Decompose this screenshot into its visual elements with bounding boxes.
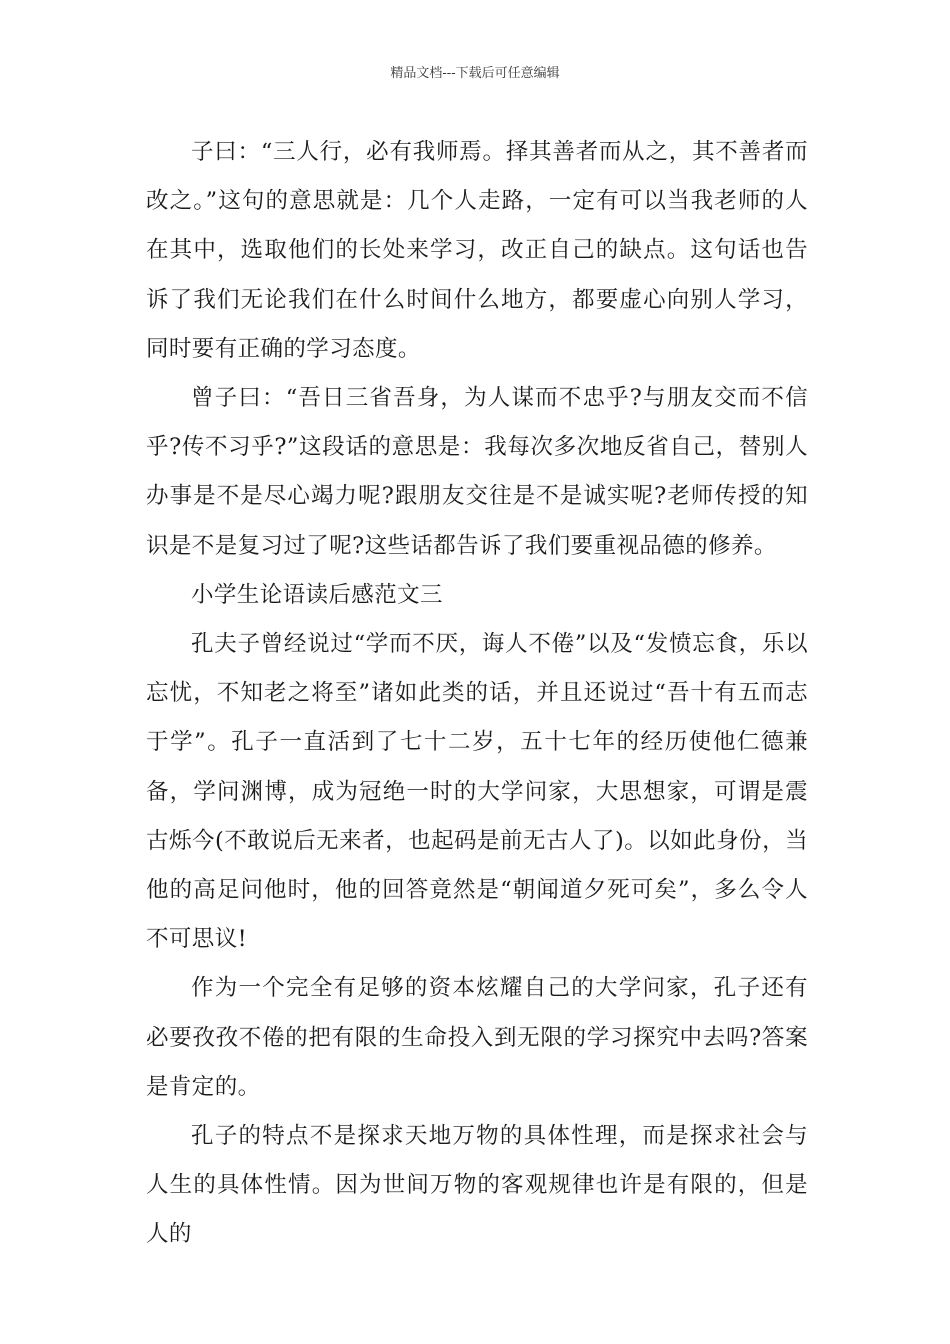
page-header: 精品文档---下载后可任意编辑 xyxy=(390,66,560,81)
paragraph-zengzi-self-reflection: 曾子曰：“吾日三省吾身，为人谋而不忠乎?与朋友交而不信乎?传不习乎?”这段话的意思是：我每次多次地反省自己，替别人办事是不是尽心竭力呢?跟朋友交往是不是诚实呢?老师传授的知识是不是复习过了呢?这些话都告诉了我们要重视品德的修养。 xyxy=(146,385,808,559)
document-body xyxy=(146,128,808,1260)
paragraph-confucius-traits: 孔子的特点不是探求天地万物的具体性理，而是探求社会与人生的具体性情。因为世间万物的客观规律也许是有限的，但是人的 xyxy=(146,1123,808,1248)
section-heading: 小学生论语读后感范文三 xyxy=(191,581,443,608)
paragraph-confucius-learning: 孔夫子曾经说过“学而不厌，诲人不倦”以及“发愤忘食，乐以忘忧，不知老之将至”诸如此类的话，并且还说过“吾十有五而志于学”。孔子一直活到了七十二岁，五十七年的经历使他仁德兼备，学问渊博，成为冠绝一时的大学问家，大思想家，可谓是震古烁今(不敢说后无来者，也起码是前无古人了)。以如此身份，当他的高足问他时，他的回答竟然是“朝闻道夕死可矣”，多么令人不可思议! xyxy=(146,631,808,953)
paragraph-confucius-three-people: 子曰：“三人行，必有我师焉。择其善者而从之，其不善者而改之。”这句的意思就是：几个人走路，一定有可以当我老师的人在其中，选取他们的长处来学习，改正自己的缺点。这句话也告诉了我们无论我们在什么时间什么地方，都要虚心向别人学习，同时要有正确的学习态度。 xyxy=(146,139,808,362)
paragraph-lifelong-study: 作为一个完全有足够的资本炫耀自己的大学问家，孔子还有必要孜孜不倦的把有限的生命投入到无限的学习探究中去吗?答案是肯定的。 xyxy=(146,975,808,1100)
